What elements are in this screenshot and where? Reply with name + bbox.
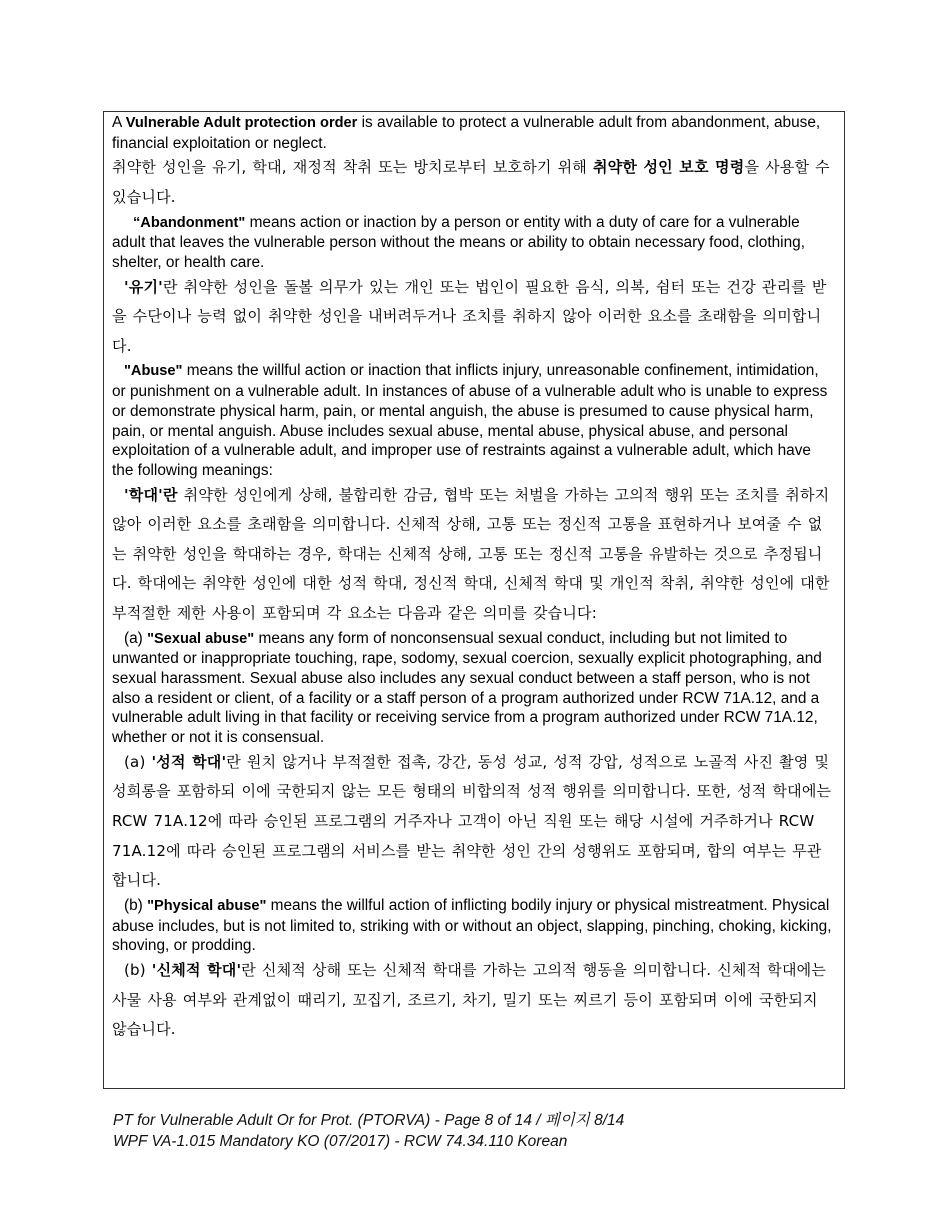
physical-abuse-ko: (b) '신체적 학대'란 신체적 상해 또는 신체적 학대를 가하는 고의적 행동을 의미합니다. 신체적 학대에는 사물 사용 여부와 관계없이 때리기, 꼬집기, 조르기, 차기, 밀기 또는 찌르기 등이 포함되며 이에 국한되지 않습니다.	[112, 960, 827, 1039]
page-footer	[113, 1110, 624, 1152]
footer-line-2: WPF VA-1.015 Mandatory KO (07/2017) - RCW 74.34.110 Korean	[113, 1133, 568, 1150]
sexual-abuse-en: (a) "Sexual abuse" means any form of nonconsensual sexual conduct, including but not limited to unwanted or inappropriate touching, rape, sodomy, sexual coercion, sexually explicit photographing, and sexual harassment. Sexual abuse also includes any sexual conduct between a staff person, who is not also a resident or client, of a facility or a staff person of a program authorized under RCW 71A.12, and a vulnerable adult living in that facility or receiving service from a program authorized under RCW 71A.12, whether or not it is consensual.	[112, 629, 822, 747]
intro-en: A Vulnerable Adult protection order is available to protect a vulnerable adult from abandonment, abuse, financial exploitation or neglect.	[112, 114, 821, 152]
content-box	[103, 111, 845, 1089]
abandonment-en: “Abandonment" means action or inaction by a person or entity with a duty of care for a vulnerable adult that leaves the vulnerable person without the means or ability to obtain necessary food, clothing, shelter, or health care.	[112, 213, 805, 271]
footer-line-1: PT for Vulnerable Adult Or for Prot. (PTORVA) - Page 8 of 14 / 페이지 8/14	[113, 1112, 625, 1129]
sexual-abuse-ko: (a) '성적 학대'란 원치 않거나 부적절한 접촉, 강간, 동성 성교, 성적 강압, 성적으로 노골적 사진 촬영 및 성희롱을 포함하되 이에 국한되지 않는 모든 형태의 비합의적 성적 행위를 의미합니다. 또한, 성적 학대에는 RCW 71A.12에 따라 승인된 프로그램의 거주자나 고객이 아닌 직원 또는 해당 시설에 거주하거나 RCW 71A.12에 따라 승인된 프로그램의 서비스를 받는 취약한 성인 간의 성행위도 포함되며, 합의 여부는 무관합니다.	[112, 752, 832, 890]
abuse-ko: '학대'란 취약한 성인에게 상해, 불합리한 감금, 협박 또는 처벌을 가하는 고의적 행위 또는 조치를 취하지 않아 이러한 요소를 초래함을 의미합니다. 신체적 상해, 고통 또는 정신적 고통을 표현하거나 보여줄 수 없는 취약한 성인을 학대하는 경우, 학대는 신체적 상해, 고통 또는 정신적 고통을 유발하는 것으로 추정됩니다. 학대에는 취약한 성인에 대한 성적 학대, 정신적 학대, 신체적 학대 및 개인적 착취, 취약한 성인에 대한 부적절한 제한 사용이 포함되며 각 요소는 다음과 같은 의미를 갖습니다:	[112, 485, 830, 623]
physical-abuse-en: (b) "Physical abuse" means the willful action of inflicting bodily injury or physical mistreatment. Physical abuse includes, but is not limited to, striking with or without an object, slapping, pinching, choking, kicking, shoving, or prodding.	[112, 896, 832, 955]
abandonment-ko: '유기'란 취약한 성인을 돌볼 의무가 있는 개인 또는 법인이 필요한 음식, 의복, 쉼터 또는 건강 관리를 받을 수단이나 능력 없이 취약한 성인을 내버려두거나 조치를 취하지 않아 이러한 요소를 초래함을 의미합니다.	[112, 277, 827, 355]
abuse-en: "Abuse" means the willful action or inaction that inflicts injury, unreasonable confinement, intimidation, or punishment on a vulnerable adult. In instances of abuse of a vulnerable adult who is unable to express or demonstrate physical harm, pain, or mental anguish, the abuse is presumed to cause physical harm, pain, or mental anguish. Abuse includes sexual abuse, mental abuse, physical abuse, and personal exploitation of a vulnerable adult, and improper use of restraints against a vulnerable adult, which have the following meanings:	[112, 362, 828, 479]
intro-ko: 취약한 성인을 유기, 학대, 재정적 착취 또는 방치로부터 보호하기 위해 취약한 성인 보호 명령을 사용할 수 있습니다.	[112, 158, 830, 206]
